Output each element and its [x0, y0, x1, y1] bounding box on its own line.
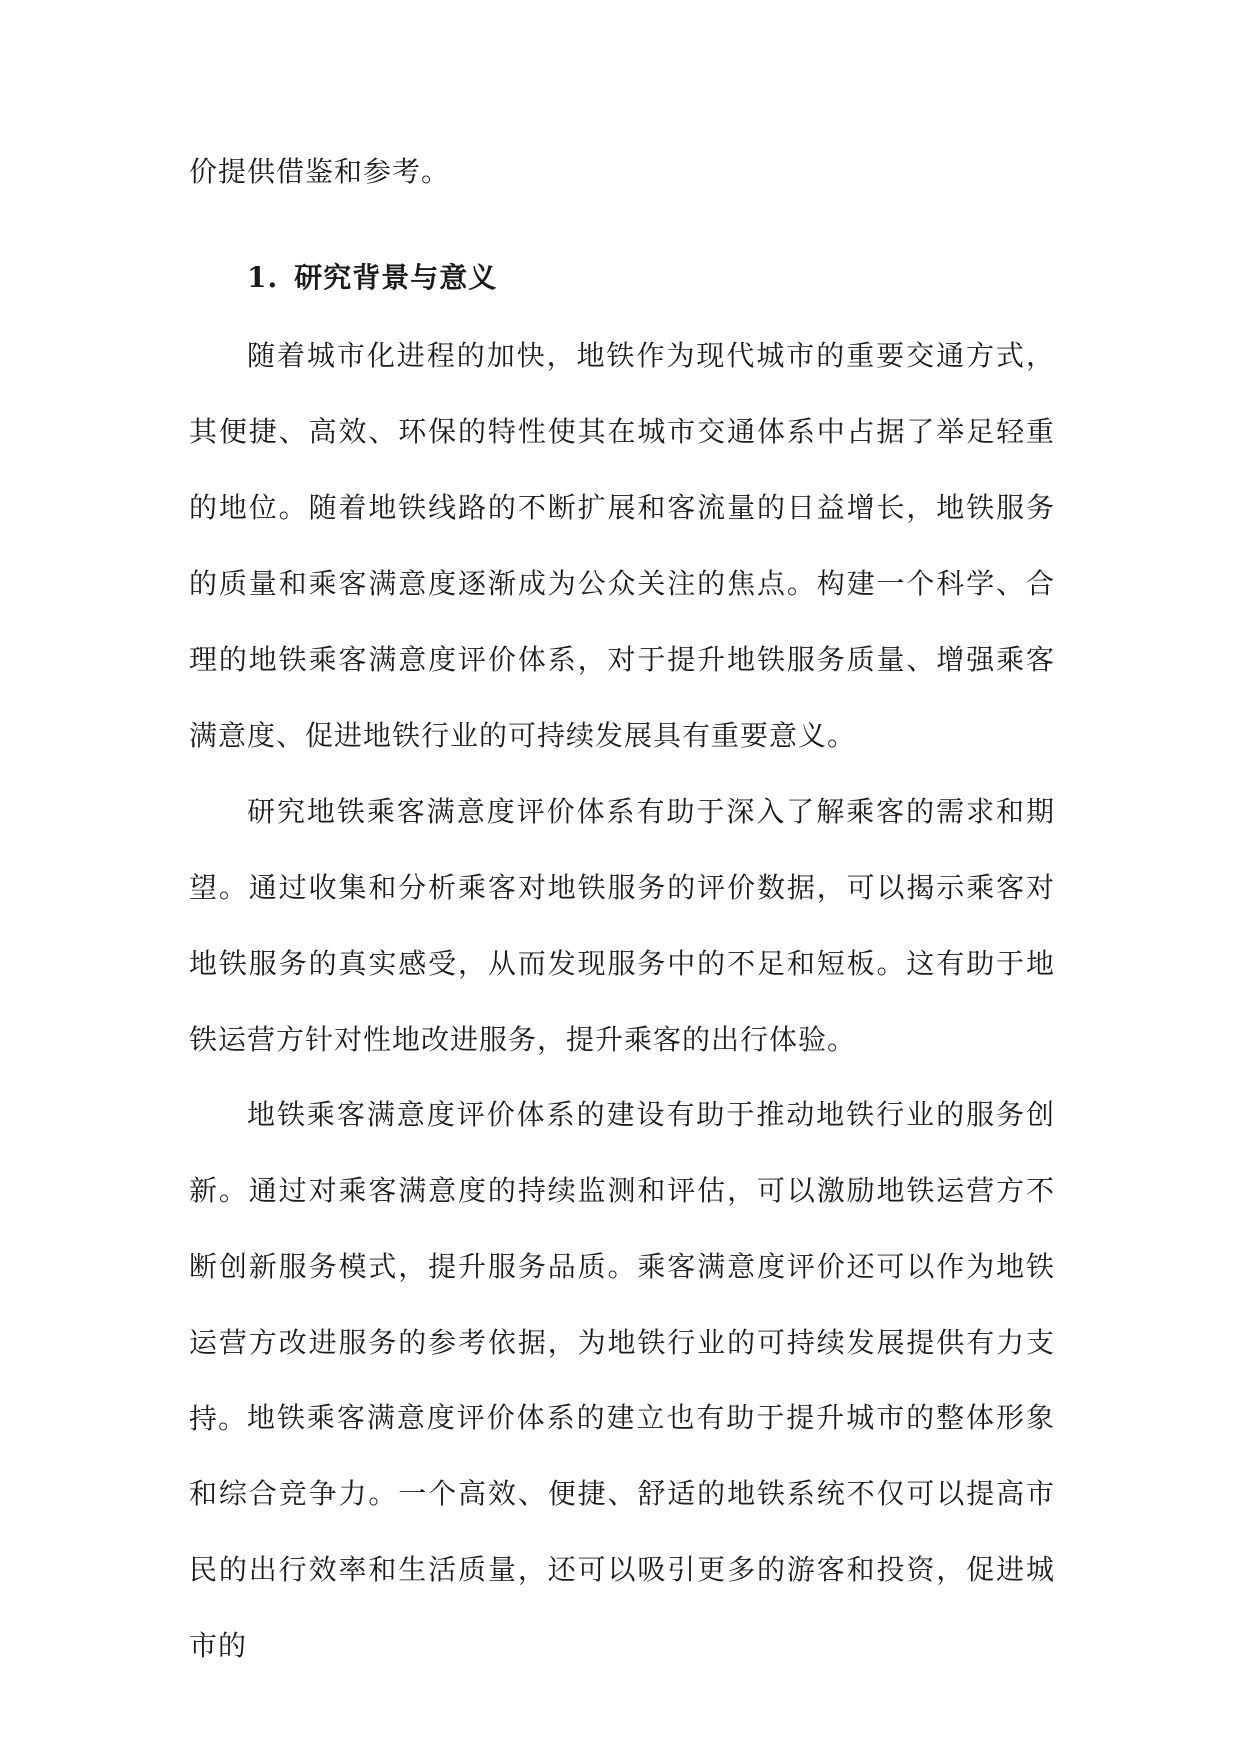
- section-title: 研究背景与意义: [294, 261, 498, 294]
- section-heading: [247, 240, 1113, 316]
- section-number: 1.: [247, 261, 279, 294]
- paragraph-background: 随着城市化进程的加快，地铁作为现代城市的重要交通方式，其便捷、高效、环保的特性使其在城市交通体系中占据了举足轻重的地位。随着地铁线路的不断扩展和客流量的日益增长，地铁服务的质量和乘客满意度逐渐成为公众关注的焦点。构建一个科学、合理的地铁乘客满意度评价体系，对于提升地铁服务质量、增强乘客满意度、促进地铁行业的可持续发展具有重要意义。: [189, 339, 1055, 752]
- lead-text: 价提供借鉴和参考。: [189, 155, 451, 188]
- paragraph-city-image: 地铁乘客满意度评价体系的建立也有助于提升城市的整体形象和综合竞争力。一个高效、便捷、舒适的地铁系统不仅可以提高市民的出行效率和生活质量，还可以吸引更多的游客和投资，促进城市的: [189, 1401, 1055, 1662]
- paragraph-passenger-needs: 研究地铁乘客满意度评价体系有助于深入了解乘客的需求和期望。通过收集和分析乘客对地铁服务的评价数据，可以揭示乘客对地铁服务的真实感受，从而发现服务中的不足和短板。这有助于地铁运营方针对性地改进服务，提升乘客的出行体验。: [189, 795, 1055, 1056]
- paragraph-service-innovation: 地铁乘客满意度评价体系的建设有助于推动地铁行业的服务创新。通过对乘客满意度的持续监测和评估，可以激励地铁运营方不断创新服务模式，提升服务品质。乘客满意度评价还可以作为地铁运营方改进服务的参考依据，为地铁行业的可持续发展提供有力支持。: [189, 1098, 1055, 1435]
